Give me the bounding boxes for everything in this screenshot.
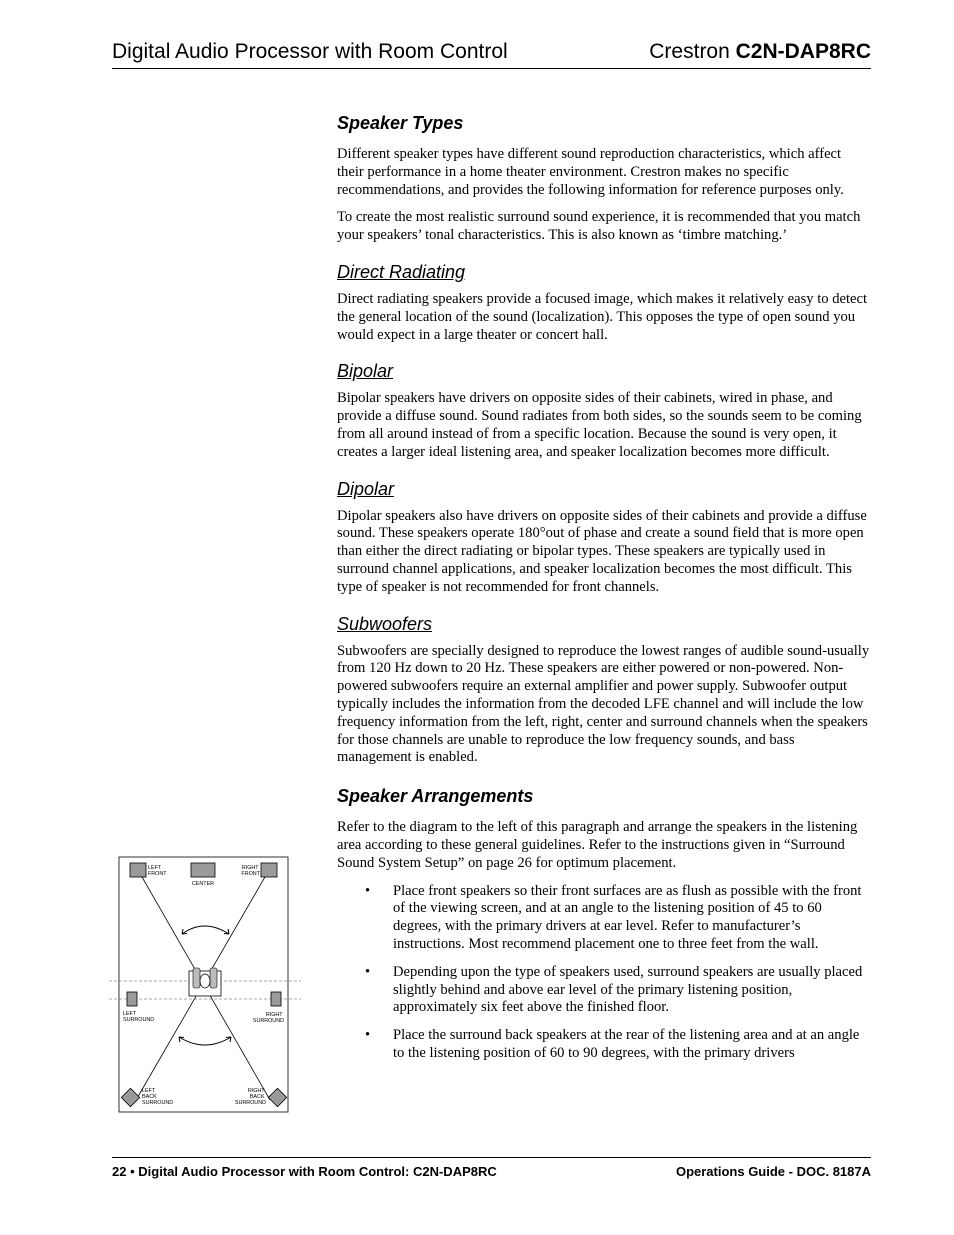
header-title: Digital Audio Processor with Room Control: [112, 40, 508, 63]
paragraph-bipolar: Bipolar speakers have drivers on opposite sides of their cabinets, wired in phase, and provide a diffuse sound. Sound radiates from both sides, so the sounds seem to be coming from all around instead of from a specific location. Because the sound is very open, it creates a larger ideal listening area, and speaker localization becomes more difficult.: [337, 390, 862, 460]
heading-speaker-types: Speaker Types: [337, 113, 464, 133]
list-item: [337, 964, 871, 1017]
label-right-front: RIGHT FRONT: [241, 865, 260, 877]
paragraph-subwoofers: Subwoofers are specially designed to reproduce the lowest ranges of audible sound-usually from 120 Hz down to 20 Hz. These speakers are either powered or non-powered. Non-powered subwoofers require an external amplifier and power supply. Subwoofer output typically includes the information from the decoded LFE channel and will include the low frequency information from the left, right, center and surround channels when the speakers for those channels are unable to reproduce the low frequency sounds, and bass management is enabled.: [337, 642, 870, 766]
bullet-glyph: •: [365, 1027, 371, 1044]
footer-document-title: Digital Audio Processor with Room Control: C2N-DAP8RC: [138, 1164, 497, 1179]
speaker-center: [191, 863, 215, 877]
label-right-surround: RIGHT SURROUND: [252, 1012, 284, 1024]
list-item: [337, 883, 871, 954]
header-brand: Crestron: [649, 40, 730, 63]
paragraph-direct-radiating: Direct radiating speakers provide a focused image, which makes it relatively easy to detect the general location of the sound (localization). This opposes the type of open sound you would expect in a large theater or concert hall.: [337, 290, 868, 343]
label-left-back-surround: LEFT BACK SURROUND: [142, 1088, 174, 1106]
heading-direct-radiating: Direct Radiating: [337, 261, 466, 282]
header-product: [649, 40, 871, 64]
page-header: [112, 38, 871, 69]
heading-dipolar: Dipolar: [337, 478, 395, 499]
paragraph-dipolar: Dipolar speakers also have drivers on opposite sides of their cabinets and provide a diffuse sound. These speakers operate 180°out of phase and create a sound field that is more open than either the direct radiating or bipolar types. These speakers are typically used in surround channel applications, and speaker localization becomes the most difficult. This type of speaker is not recommended for front channels.: [337, 507, 867, 595]
bullet-text: Place front speakers so their front surfaces are as flush as possible with the front of the viewing screen, and at an angle to the listening position of 45 to 60 degrees, with the primary drivers at ear level. Refer to manufacturer’s instructions. Most recommend placement one to three feet from the wall.: [393, 882, 862, 952]
list-item: [337, 1027, 871, 1063]
speaker-right-front: [261, 863, 277, 877]
bullet-glyph: •: [365, 963, 371, 980]
heading-subwoofers: Subwoofers: [337, 613, 433, 634]
bullet-text: Place the surround back speakers at the rear of the listening area and at an angle to the listening position of 60 to 90 degrees, with the primary drivers: [393, 1027, 860, 1061]
label-left-surround: LEFT SURROUND: [123, 1011, 155, 1023]
speaker-left-front: [130, 863, 146, 877]
paragraph-speaker-types-2: To create the most realistic surround sound experience, it is recommended that you match your speakers’ tonal characteristics. This is also known as ‘timbre matching.’: [337, 209, 861, 244]
heading-speaker-arrangements: Speaker Arrangements: [337, 786, 534, 807]
paragraph-speaker-arrangements: Refer to the diagram to the left of this paragraph and arrange the speakers in the listening area according to these general guidelines. Refer to the instructions given in “Surround Sound System Setup” on page 26 for optimum placement.: [337, 819, 858, 871]
heading-bipolar: Bipolar: [337, 361, 394, 382]
listening-chair-icon: [189, 968, 221, 996]
label-right-back-surround: RIGHT BACK SURROUND: [234, 1088, 266, 1106]
header-model: C2N-DAP8RC: [735, 40, 871, 63]
footer-doc-number: Operations Guide - DOC. 8187A: [675, 1164, 871, 1179]
speaker-right-surround: [271, 992, 281, 1006]
speaker-arrangement-diagram: [109, 850, 301, 1116]
label-left-front: LEFT FRONT: [148, 865, 167, 877]
main-content: [337, 112, 871, 1073]
paragraph-speaker-types-1: Different speaker types have different sound reproduction characteristics, which affect their performance in a home theater environment. Crestron makes no specific recommendations, and provides the following information for reference purposes only.: [337, 146, 844, 198]
label-center: CENTER: [191, 881, 215, 887]
footer-separator: •: [130, 1164, 135, 1179]
footer-left: [112, 1164, 497, 1179]
arrangement-bullet-list: [337, 883, 871, 1063]
speaker-left-surround: [127, 992, 137, 1006]
page-number: 22: [112, 1164, 127, 1179]
bullet-text: Depending upon the type of speakers used, surround speakers are usually placed slightly behind and above ear level of the primary listening position, approximately six feet above the finished floor.: [393, 963, 863, 1016]
page-footer: [112, 1157, 871, 1179]
bullet-glyph: •: [365, 882, 371, 899]
